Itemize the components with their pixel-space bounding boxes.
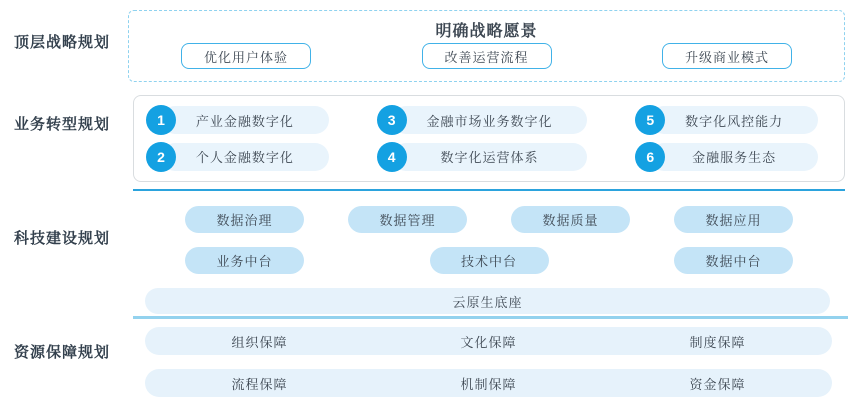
tech-pill-technology-platform: 技术中台 (430, 247, 549, 274)
tech-pill-data-application: 数据应用 (674, 206, 793, 233)
business-item-label: 金融服务生态 (650, 143, 818, 171)
business-item-label: 金融市场业务数字化 (392, 106, 588, 134)
vision-box (128, 10, 845, 82)
tech-data-row (133, 206, 845, 233)
tech-pill-business-platform: 业务中台 (185, 247, 304, 274)
resource-process: 流程保障 (231, 376, 288, 392)
business-item-4 (377, 143, 588, 172)
row-label-tech-construction: 科技建设规划 (14, 230, 111, 247)
row-label-resource-guarantee: 资源保障规划 (14, 344, 111, 361)
business-item-label: 数字化风控能力 (650, 106, 818, 134)
business-item-label: 数字化运营体系 (392, 143, 588, 171)
vision-node-user-experience: 优化用户体验 (181, 43, 311, 69)
resource-row-2 (145, 369, 832, 397)
tech-platform-row (133, 247, 845, 274)
business-item-3 (377, 106, 588, 135)
resource-funding: 资金保障 (689, 376, 746, 392)
resource-institution: 制度保障 (689, 334, 746, 350)
tech-pill-data-governance: 数据治理 (185, 206, 304, 233)
number-badge-1: 1 (146, 105, 176, 135)
section-divider-strong (133, 189, 845, 191)
number-badge-6: 6 (635, 142, 665, 172)
resource-row-1 (145, 327, 832, 355)
number-badge-2: 2 (146, 142, 176, 172)
business-item-2 (146, 143, 329, 172)
tech-pill-data-management: 数据管理 (348, 206, 467, 233)
vision-node-operation-process: 改善运营流程 (422, 43, 552, 69)
vision-node-business-model: 升级商业模式 (662, 43, 792, 69)
tech-pill-data-platform: 数据中台 (674, 247, 793, 274)
business-transformation-box (133, 95, 845, 182)
row-label-top-strategy: 顶层战略规划 (14, 34, 111, 51)
resource-mechanism: 机制保障 (460, 376, 517, 392)
business-item-label: 产业金融数字化 (161, 106, 329, 134)
resource-culture: 文化保障 (460, 334, 517, 350)
tech-pill-data-quality: 数据质量 (511, 206, 630, 233)
number-badge-5: 5 (635, 105, 665, 135)
resource-organization: 组织保障 (231, 334, 288, 350)
business-item-label: 个人金融数字化 (161, 143, 329, 171)
business-item-1 (146, 106, 329, 135)
vision-button-row (129, 43, 844, 69)
vision-title: 明确战略愿景 (435, 23, 538, 40)
number-badge-4: 4 (377, 142, 407, 172)
section-divider-light (133, 316, 848, 319)
cloud-native-base-pill: 云原生底座 (145, 288, 830, 314)
row-label-business-transformation: 业务转型规划 (14, 116, 111, 133)
business-item-6 (635, 143, 818, 172)
number-badge-3: 3 (377, 105, 407, 135)
business-item-5 (635, 106, 818, 135)
